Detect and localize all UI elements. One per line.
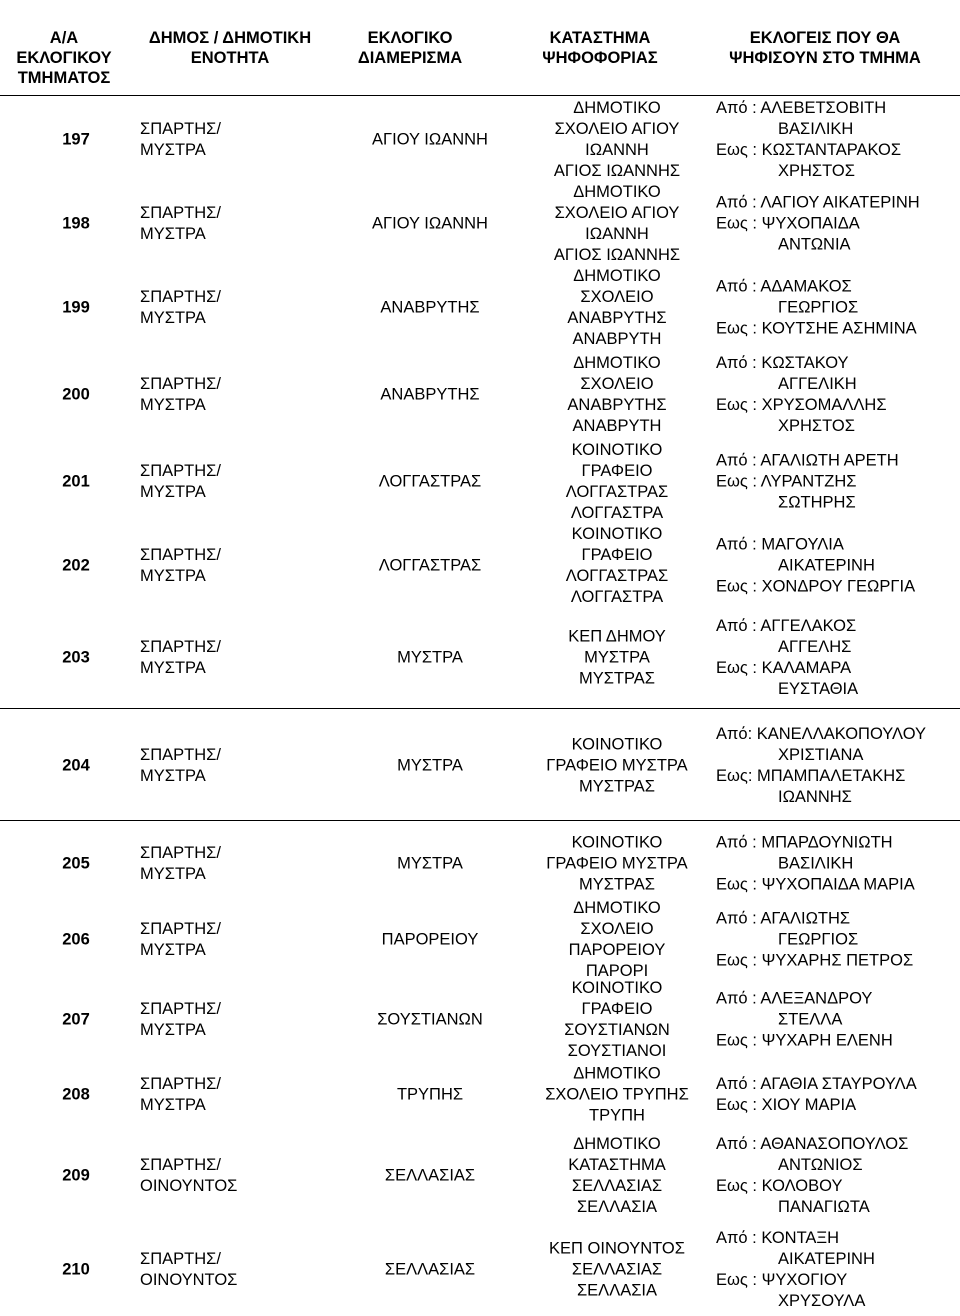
polling-station-cell — [522, 524, 712, 608]
district-cell: ΛΟΓΓΑΣΤΡΑΣ — [378, 556, 482, 575]
cell-line: ΜΥΣΤΡΑ — [140, 225, 206, 243]
voters-range-cell — [716, 277, 960, 340]
cell-line: ΔΗΜΟΤΙΚΟ — [573, 354, 661, 372]
cell-line: ΠΑΝΑΓΙΩΤΑ — [778, 1198, 870, 1216]
polling-station-cell — [522, 735, 712, 798]
polling-station-cell — [522, 1134, 712, 1218]
cell-line: ΣΧΟΛΕΙΟ — [580, 375, 654, 393]
cell-line: ΜΥΣΤΡΑΣ — [578, 777, 655, 796]
voters-range-cell — [716, 1228, 960, 1312]
header-line: ΕΚΛΟΓΕΙΣ ΠΟΥ ΘΑ — [749, 29, 901, 47]
cell-line: ΔΗΜΟΤΙΚΟ — [573, 1064, 661, 1083]
municipality-cell — [140, 374, 290, 416]
cell-line: ΙΩΑΝΝΗ — [585, 225, 649, 243]
cell-line: ΧΡΗΣΤΟΣ — [778, 162, 855, 180]
municipality-cell — [140, 637, 290, 679]
cell-line: ΙΩΑΝΝΗΣ — [778, 788, 852, 806]
cell-line: ΚΑΤΑΣΤΗΜΑ — [568, 1156, 666, 1174]
cell-line: ΣΠΑΡΤΗΣ/ — [140, 920, 221, 938]
district-cell: ΑΝΑΒΡΥΤΗΣ — [380, 385, 480, 404]
section-number: 209 — [62, 1166, 90, 1185]
district-cell: ΣΕΛΛΑΣΙΑΣ — [384, 1260, 476, 1279]
cell-line: Εως : ΚΑΛΑΜΑΡΑ — [716, 659, 852, 677]
cell-line: ΜΥΣΤΡΑ — [140, 1096, 206, 1114]
cell-line: Από : ΑΓΑΛΙΩΤΗ ΑΡΕΤΗ — [716, 451, 899, 470]
district-cell: ΠΑΡΟΡΕΙΟΥ — [381, 930, 479, 949]
header-section-number — [0, 28, 128, 88]
cell-line: Εως : ΧΙΟΥ ΜΑΡΙΑ — [716, 1096, 857, 1114]
cell-line: ΑΝΤΩΝΙΑ — [778, 235, 851, 254]
header-line: ΤΜΗΜΑΤΟΣ — [17, 69, 111, 87]
cell-line: Από : ΑΛΕΞΑΝΔΡΟΥ — [716, 989, 873, 1008]
cell-line: ΜΥΣΤΡΑ — [140, 483, 206, 501]
cell-line: Από : ΑΓΓΕΛΑΚΟΣ — [716, 617, 857, 635]
divider — [0, 95, 960, 96]
cell-line: ΜΥΣΤΡΑ — [140, 865, 206, 883]
cell-line: Εως : ΨΥΧΟΓΙΟΥ — [716, 1271, 848, 1289]
table-row — [0, 716, 960, 816]
table-row — [0, 1062, 960, 1128]
cell-line: Εως : ΨΥΧΟΠΑΙΔΑ — [716, 214, 860, 233]
municipality-cell — [140, 1074, 290, 1116]
section-number: 201 — [62, 472, 90, 491]
cell-line: ΣΠΑΡΤΗΣ/ — [140, 204, 221, 222]
section-number: 208 — [62, 1085, 90, 1104]
district-cell: ΜΥΣΤΡΑ — [397, 756, 463, 775]
municipality-cell — [140, 287, 290, 329]
cell-line: ΣΧΟΛΕΙΟ ΑΓΙΟΥ — [554, 204, 680, 222]
cell-line: ΣΕΛΛΑΣΙΑ — [576, 1281, 658, 1300]
municipality-cell — [140, 461, 290, 503]
table-row — [0, 98, 960, 182]
polling-station-cell — [522, 266, 712, 350]
table-row — [0, 826, 960, 902]
cell-line: ΑΓΓΕΛΗΣ — [778, 638, 852, 656]
cell-line: Εως : ΚΟΛΟΒΟΥ — [716, 1177, 843, 1195]
cell-line: ΕΥΣΤΑΘΙΑ — [778, 680, 859, 698]
polling-station-cell — [522, 1239, 712, 1302]
section-number: 198 — [62, 214, 90, 233]
cell-line: ΟΙΝΟΥΝΤΟΣ — [140, 1177, 238, 1195]
district-cell: ΑΓΙΟΥ ΙΩΑΝΝΗ — [372, 130, 488, 149]
header-voters — [705, 28, 945, 68]
section-number: 206 — [62, 930, 90, 949]
section-number: 205 — [62, 854, 90, 873]
cell-line: ΣΟΥΣΤΙΑΝΩΝ — [564, 1021, 670, 1039]
cell-line: ΣΠΑΡΤΗΣ/ — [140, 375, 221, 393]
district-cell: ΑΓΙΟΥ ΙΩΑΝΝΗ — [372, 214, 488, 233]
polling-station-cell — [522, 98, 712, 182]
cell-line: ΣΤΕΛΛΑ — [778, 1010, 843, 1029]
cell-line: ΧΡΥΣΟΥΛΑ — [778, 1292, 866, 1310]
cell-line: ΑΝΑΒΡΥΤΗ — [572, 330, 662, 348]
cell-line: ΛΟΓΓΑΣΤΡΑ — [570, 588, 664, 606]
cell-line: ΓΡΑΦΕΙΟ — [581, 462, 653, 480]
cell-line: Εως : ΧΟΝΔΡΟΥ ΓΕΩΡΓΙΑ — [716, 577, 916, 596]
table-row — [0, 978, 960, 1062]
cell-line: ΣΧΟΛΕΙΟ ΑΓΙΟΥ — [554, 120, 680, 138]
voters-range-cell — [716, 1134, 960, 1218]
polling-station-cell — [522, 898, 712, 982]
cell-line: ΣΠΑΡΤΗΣ/ — [140, 1156, 221, 1174]
table-header — [0, 0, 960, 95]
cell-line: ΑΙΚΑΤΕΡΙΝΗ — [778, 556, 875, 575]
cell-line: ΑΓΙΟΣ ΙΩΑΝΝΗΣ — [553, 246, 681, 264]
cell-line: Από : ΑΔΑΜΑΚΟΣ — [716, 277, 852, 296]
polling-station-cell — [522, 978, 712, 1062]
cell-line: Από : ΛΑΓΙΟΥ ΑΙΚΑΤΕΡΙΝΗ — [716, 193, 920, 212]
table-row — [0, 524, 960, 608]
cell-line: ΣΠΑΡΤΗΣ/ — [140, 746, 221, 764]
cell-line: ΚΟΙΝΟΤΙΚΟ — [571, 441, 663, 459]
district-cell: ΣΕΛΛΑΣΙΑΣ — [384, 1166, 476, 1185]
cell-line: Από : ΑΓΑΘΙΑ ΣΤΑΥΡΟΥΛΑ — [716, 1075, 917, 1093]
polling-station-cell — [522, 353, 712, 437]
district-cell: ΤΡΥΠΗΣ — [396, 1085, 464, 1104]
table-row — [0, 266, 960, 350]
header-line: ΚΑΤΑΣΤΗΜΑ — [549, 29, 651, 47]
cell-line: Εως : ΨΥΧΑΡΗ ΕΛΕΝΗ — [716, 1031, 893, 1050]
table-row — [0, 440, 960, 524]
cell-line: Εως : ΧΡΥΣΟΜΑΛΛΗΣ — [716, 396, 887, 414]
section-number: 203 — [62, 648, 90, 667]
header-line: ΨΗΦΙΣΟΥΝ ΣΤΟ ΤΜΗΜΑ — [729, 49, 921, 67]
cell-line: Εως: ΜΠΑΜΠΑΛΕΤΑΚΗΣ — [716, 767, 906, 785]
header-district — [325, 28, 495, 68]
voters-range-cell — [716, 98, 960, 182]
cell-line: ΔΗΜΟΤΙΚΟ — [573, 899, 661, 917]
header-municipality — [130, 28, 330, 68]
cell-line: ΤΡΥΠΗ — [589, 1106, 645, 1125]
divider — [0, 820, 960, 821]
table-row — [0, 1224, 960, 1316]
cell-line: ΓΡΑΦΕΙΟ ΜΥΣΤΡΑ — [546, 756, 688, 775]
cell-line: ΓΕΩΡΓΙΟΣ — [778, 298, 859, 317]
cell-line: ΜΥΣΤΡΑ — [140, 659, 206, 677]
cell-line: Από : ΜΠΑΡΔΟΥΝΙΩΤΗ — [716, 833, 893, 852]
header-line: Α/Α — [49, 29, 79, 47]
municipality-cell — [140, 545, 290, 587]
polling-station-cell — [522, 833, 712, 896]
cell-line: ΑΝΑΒΡΥΤΗΣ — [567, 309, 667, 327]
cell-line: ΚΟΙΝΟΤΙΚΟ — [571, 525, 663, 543]
cell-line: ΓΡΑΦΕΙΟ — [581, 546, 653, 564]
cell-line: ΔΗΜΟΤΙΚΟ — [573, 1135, 661, 1153]
cell-line: ΜΥΣΤΡΑ — [140, 396, 206, 414]
municipality-cell — [140, 119, 290, 161]
header-line: ΕΚΛΟΓΙΚΟ — [367, 29, 453, 47]
voters-range-cell — [716, 451, 960, 514]
cell-line: ΒΑΣΙΛΙΚΗ — [778, 854, 854, 873]
municipality-cell — [140, 1249, 290, 1291]
cell-line: Εως : ΚΩΣΤΑΝΤΑΡΑΚΟΣ — [716, 141, 902, 159]
cell-line: ΜΥΣΤΡΑ — [584, 648, 650, 667]
cell-line: ΜΥΣΤΡΑ — [140, 309, 206, 327]
cell-line: ΛΟΓΓΑΣΤΡΑΣ — [565, 567, 669, 585]
voters-range-cell — [716, 193, 960, 256]
district-cell: ΣΟΥΣΤΙΑΝΩΝ — [377, 1010, 483, 1029]
cell-line: ΣΧΟΛΕΙΟ ΤΡΥΠΗΣ — [545, 1085, 689, 1104]
cell-line: ΣΠΑΡΤΗΣ/ — [140, 638, 221, 656]
district-cell: ΛΟΓΓΑΣΤΡΑΣ — [378, 472, 482, 491]
cell-line: Εως : ΨΥΧΑΡΗΣ ΠΕΤΡΟΣ — [716, 951, 914, 970]
cell-line: ΑΓΙΟΣ ΙΩΑΝΝΗΣ — [553, 162, 681, 180]
cell-line: ΜΥΣΤΡΑ — [140, 567, 206, 585]
section-number: 210 — [62, 1260, 90, 1279]
voters-range-cell — [716, 989, 960, 1052]
cell-line: ΣΕΛΛΑΣΙΑΣ — [571, 1177, 663, 1195]
cell-line: ΜΥΣΤΡΑΣ — [578, 669, 655, 688]
district-cell: ΜΥΣΤΡΑ — [397, 854, 463, 873]
cell-line: ΚΕΠ ΟΙΝΟΥΝΤΟΣ — [549, 1239, 685, 1258]
polling-station-cell — [522, 182, 712, 266]
section-number: 200 — [62, 385, 90, 404]
header-polling-station — [505, 28, 695, 68]
section-number: 197 — [62, 130, 90, 149]
cell-line: ΔΗΜΟΤΙΚΟ — [573, 183, 661, 201]
municipality-cell — [140, 203, 290, 245]
cell-line: Από : ΜΑΓΟΥΛΙΑ — [716, 535, 844, 554]
cell-line: ΣΠΑΡΤΗΣ/ — [140, 462, 221, 480]
cell-line: ΒΑΣΙΛΙΚΗ — [778, 120, 854, 138]
cell-line: ΑΝΑΒΡΥΤΗ — [572, 417, 662, 435]
divider — [0, 708, 960, 709]
cell-line: ΣΕΛΛΑΣΙΑΣ — [571, 1260, 663, 1279]
polling-station-cell — [522, 627, 712, 690]
polling-station-cell — [522, 1064, 712, 1127]
cell-line: Από : ΚΟΝΤΑΞΗ — [716, 1229, 840, 1247]
cell-line: ΜΥΣΤΡΑ — [140, 1021, 206, 1039]
polling-station-cell — [522, 440, 712, 524]
voters-range-cell — [716, 1074, 960, 1116]
cell-line: ΣΠΑΡΤΗΣ/ — [140, 1250, 221, 1268]
municipality-cell — [140, 745, 290, 787]
cell-line: ΙΩΑΝΝΗ — [585, 141, 649, 159]
cell-line: ΚΟΙΝΟΤΙΚΟ — [571, 735, 663, 754]
voters-range-cell — [716, 353, 960, 437]
section-number: 199 — [62, 298, 90, 317]
voters-range-cell — [716, 616, 960, 700]
cell-line: ΚΕΠ ΔΗΜΟΥ — [568, 627, 666, 646]
cell-line: ΑΝΤΩΝΙΟΣ — [778, 1156, 863, 1174]
voters-range-cell — [716, 833, 960, 896]
cell-line: ΚΟΙΝΟΤΙΚΟ — [571, 979, 663, 997]
table-row — [0, 1128, 960, 1224]
table-row — [0, 899, 960, 980]
cell-line: Από : ΑΛΕΒΕΤΣΟΒΙΤΗ — [716, 99, 887, 117]
municipality-cell — [140, 919, 290, 961]
header-line: ΕΚΛΟΓΙΚΟΥ — [16, 49, 112, 67]
cell-line: ΜΥΣΤΡΑΣ — [578, 875, 655, 894]
header-line: ΔΙΑΜΕΡΙΣΜΑ — [357, 49, 463, 67]
cell-line: ΣΧΟΛΕΙΟ — [580, 920, 654, 938]
header-line: ΔΗΜΟΣ / ΔΗΜΟΤΙΚΗ — [148, 29, 312, 47]
cell-line: ΣΠΑΡΤΗΣ/ — [140, 1000, 221, 1018]
cell-line: ΜΥΣΤΡΑ — [140, 141, 206, 159]
cell-line: ΣΧΟΛΕΙΟ — [580, 288, 654, 306]
cell-line: Από : ΑΘΑΝΑΣΟΠΟΥΛΟΣ — [716, 1135, 909, 1153]
header-line: ΨΗΦΟΦΟΡΙΑΣ — [542, 49, 658, 67]
cell-line: ΟΙΝΟΥΝΤΟΣ — [140, 1271, 238, 1289]
voters-range-cell — [716, 535, 960, 598]
cell-line: ΣΠΑΡΤΗΣ/ — [140, 546, 221, 564]
cell-line: ΠΑΡΟΡΕΙΟΥ — [568, 941, 666, 959]
cell-line: ΜΥΣΤΡΑ — [140, 767, 206, 785]
cell-line: ΓΡΑΦΕΙΟ ΜΥΣΤΡΑ — [546, 854, 688, 873]
cell-line: ΓΡΑΦΕΙΟ — [581, 1000, 653, 1018]
cell-line: ΔΗΜΟΤΙΚΟ — [573, 99, 661, 117]
section-number: 207 — [62, 1010, 90, 1029]
cell-line: ΠΑΡΟΡΙ — [585, 962, 649, 980]
district-cell: ΑΝΑΒΡΥΤΗΣ — [380, 298, 480, 317]
cell-line: ΑΓΓΕΛΙΚΗ — [778, 375, 857, 393]
cell-line: ΛΟΓΓΑΣΤΡΑ — [570, 504, 664, 522]
municipality-cell — [140, 999, 290, 1041]
voters-range-cell — [716, 909, 960, 972]
section-number: 204 — [62, 756, 90, 775]
district-cell: ΜΥΣΤΡΑ — [397, 648, 463, 667]
cell-line: Εως : ΨΥΧΟΠΑΙΔΑ ΜΑΡΙΑ — [716, 875, 915, 894]
cell-line: ΣΟΥΣΤΙΑΝΟΙ — [567, 1042, 667, 1060]
table-row — [0, 182, 960, 266]
municipality-cell — [140, 843, 290, 885]
section-number: 202 — [62, 556, 90, 575]
cell-line: ΜΥΣΤΡΑ — [140, 941, 206, 959]
cell-line: ΑΙΚΑΤΕΡΙΝΗ — [778, 1250, 875, 1268]
cell-line: ΣΕΛΛΑΣΙΑ — [576, 1198, 658, 1216]
cell-line: ΣΠΑΡΤΗΣ/ — [140, 1075, 221, 1093]
cell-line: ΧΡΗΣΤΟΣ — [778, 417, 855, 435]
cell-line: ΣΩΤΗΡΗΣ — [778, 493, 856, 512]
cell-line: Εως : ΚΟΥΤΣΗΕ ΑΣΗΜΙΝΑ — [716, 319, 917, 338]
cell-line: ΧΡΙΣΤΙΑΝΑ — [778, 746, 864, 764]
cell-line: ΛΟΓΓΑΣΤΡΑΣ — [565, 483, 669, 501]
cell-line: ΓΕΩΡΓΙΟΣ — [778, 930, 859, 949]
cell-line: Από : ΑΓΑΛΙΩΤΗΣ — [716, 909, 851, 928]
cell-line: Από : ΚΩΣΤΑΚΟΥ — [716, 354, 849, 372]
table-row — [0, 608, 960, 708]
cell-line: ΣΠΑΡΤΗΣ/ — [140, 844, 221, 862]
cell-line: ΣΠΑΡΤΗΣ/ — [140, 288, 221, 306]
cell-line: ΑΝΑΒΡΥΤΗΣ — [567, 396, 667, 414]
cell-line: ΚΟΙΝΟΤΙΚΟ — [571, 833, 663, 852]
cell-line: ΣΠΑΡΤΗΣ/ — [140, 120, 221, 138]
table-row — [0, 350, 960, 440]
cell-line: ΔΗΜΟΤΙΚΟ — [573, 267, 661, 285]
cell-line: Από: ΚΑΝΕΛΛΑΚΟΠΟΥΛΟΥ — [716, 725, 927, 743]
cell-line: Εως : ΛΥΡΑΝΤΖΗΣ — [716, 472, 857, 491]
voters-range-cell — [716, 724, 960, 808]
municipality-cell — [140, 1155, 290, 1197]
header-line: ΕΝΟΤΗΤΑ — [190, 49, 270, 67]
